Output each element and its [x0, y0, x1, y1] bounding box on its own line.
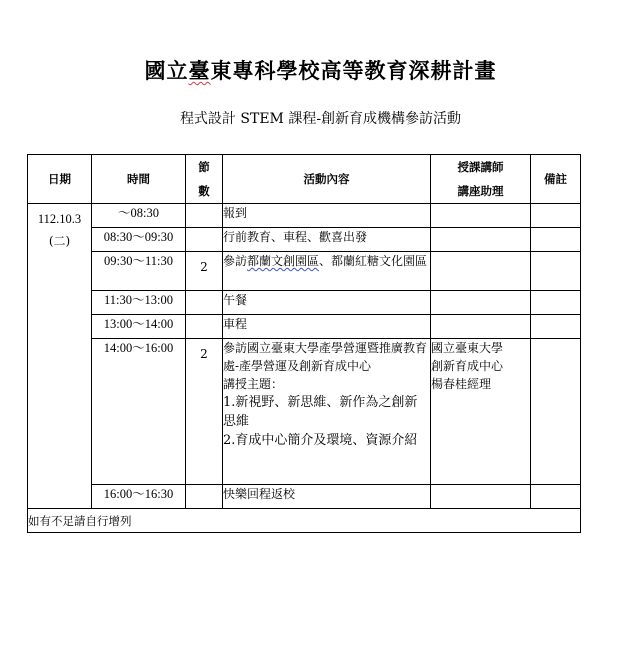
- remarks-cell: [531, 228, 581, 252]
- content-suffix: 、都蘭紅糖文化園區: [319, 254, 428, 268]
- column-header-remarks: 備註: [531, 155, 581, 204]
- periods-cell: [186, 228, 223, 252]
- lecturer-unit: 創新育成中心: [431, 359, 504, 373]
- content-cell: 報到: [223, 204, 431, 228]
- periods-cell: [186, 204, 223, 228]
- periods-cell: 2: [186, 252, 223, 291]
- content-prefix: 參訪: [223, 254, 248, 268]
- periods-cell: [186, 291, 223, 315]
- remarks-cell: [531, 315, 581, 339]
- footnote-row: [28, 509, 581, 533]
- column-header-content: 活動內容: [223, 155, 431, 204]
- lecturer-header-line2: 講座助理: [457, 184, 504, 198]
- periods-cell: 2: [186, 339, 223, 485]
- visit-description: 參訪國立臺東大學產學營運暨推廣教育處-產學營運及創新育成中心: [223, 341, 428, 373]
- topic-heading: 講授主題：: [223, 377, 284, 391]
- lecturer-header-line1: 授課講師: [457, 160, 504, 174]
- document-subtitle: 程式設計 STEM 課程-創新育成機構參訪活動: [179, 111, 462, 127]
- periods-header-line2: 數: [198, 184, 210, 198]
- periods-cell: [186, 315, 223, 339]
- remarks-cell: [531, 485, 581, 509]
- column-header-time: 時間: [92, 155, 186, 204]
- table-row: [28, 339, 581, 485]
- periods-header-line1: 節: [198, 160, 210, 174]
- title-suffix: 東專科學校高等教育深耕計畫: [210, 58, 497, 83]
- column-header-date: 日期: [28, 155, 92, 204]
- content-cell: 快樂回程返校: [223, 485, 431, 509]
- lecturer-name: 楊春桂經理: [431, 377, 492, 391]
- topic-item-1: 1.新視野、新思維、新作為之創新思維: [223, 395, 418, 429]
- content-cell: 行前教育、車程、歡喜出發: [223, 228, 431, 252]
- table-row: [28, 485, 581, 509]
- lecturer-cell: [431, 252, 531, 291]
- time-cell: ～08:30: [92, 204, 186, 228]
- time-cell: 11:30～13:00: [92, 291, 186, 315]
- column-header-lecturer: [431, 155, 531, 204]
- lecturer-cell: [431, 339, 531, 485]
- schedule-table: [27, 154, 581, 533]
- lecturer-cell: [431, 291, 531, 315]
- lecturer-cell: [431, 204, 531, 228]
- time-cell: 16:00～16:30: [92, 485, 186, 509]
- table-row: [28, 315, 581, 339]
- content-cell: [223, 252, 431, 291]
- lecturer-cell: [431, 228, 531, 252]
- remarks-cell: [531, 291, 581, 315]
- content-cell: [223, 339, 431, 485]
- footnote: 如有不足請自行增列: [28, 509, 581, 533]
- column-header-periods: [186, 155, 223, 204]
- lecturer-org-name: 國立臺東大學: [431, 341, 504, 355]
- lecturer-cell: [431, 485, 531, 509]
- table-header-row: [28, 155, 581, 204]
- date-value: 112.10.3: [37, 212, 82, 226]
- periods-cell: [186, 485, 223, 509]
- remarks-cell: [531, 339, 581, 485]
- lecturer-org: [431, 339, 530, 357]
- table-row: [28, 291, 581, 315]
- content-cell: 車程: [223, 315, 431, 339]
- time-cell: 13:00～14:00: [92, 315, 186, 339]
- lecturer-cell: [431, 315, 531, 339]
- remarks-cell: [531, 204, 581, 228]
- table-row: [28, 228, 581, 252]
- time-cell: 08:30～09:30: [92, 228, 186, 252]
- content-cell: 午餐: [223, 291, 431, 315]
- table-row: [28, 252, 581, 291]
- title-underlined-char: 臺: [188, 58, 211, 83]
- topic-item-2: 2.育成中心簡介及環境、資源介紹: [223, 433, 418, 448]
- date-cell: [28, 204, 92, 509]
- time-cell: 09:30～11:30: [92, 252, 186, 291]
- time-cell: 14:00～16:00: [92, 339, 186, 485]
- title-prefix: 國立: [144, 58, 189, 83]
- table-row: [28, 204, 581, 228]
- remarks-cell: [531, 252, 581, 291]
- document-title: [0, 55, 641, 85]
- weekday-value: (二): [48, 234, 71, 248]
- content-venue-name: 都蘭文創園區: [247, 254, 320, 268]
